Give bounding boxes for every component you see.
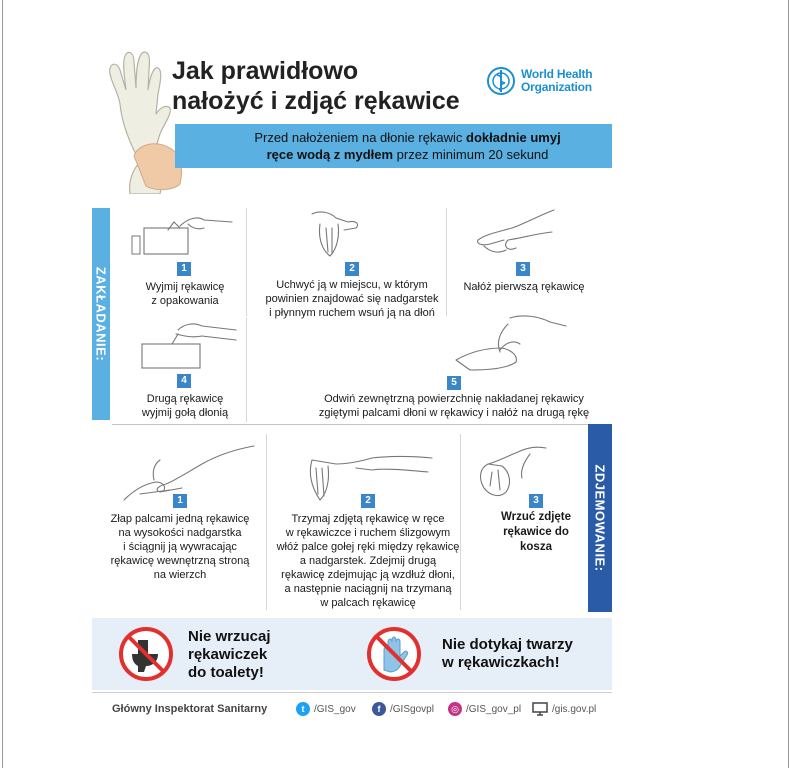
first-glove-illustration xyxy=(468,206,558,260)
window-border-left xyxy=(2,0,3,768)
divider xyxy=(266,434,267,610)
no-toilet-warning: Nie wrzucaj rękawiczek do toalety! xyxy=(188,628,271,681)
who-emblem-icon xyxy=(486,66,516,96)
step-number-badge: 4 xyxy=(177,374,191,388)
second-glove-box-illustration xyxy=(132,314,242,370)
glove-insert-illustration xyxy=(300,204,400,260)
no-toilet-icon xyxy=(118,626,174,682)
page-title xyxy=(172,56,460,116)
footer-org-name: Główny Inspektorat Sanitarny xyxy=(112,703,268,715)
step-number-badge: 3 xyxy=(516,262,530,276)
taking-off-step-3: Wrzuć zdjęte rękawice do kosza xyxy=(500,511,572,553)
cuff-roll-illustration xyxy=(450,312,570,374)
no-touch-face-icon xyxy=(366,626,422,682)
putting-on-step-5: Odwiń zewnętrzną powierzchnię nakładanej rękawicy zgiętymi palcami dłoni w rękawicy i nałóż na drugą rękę xyxy=(318,393,590,419)
who-name-line-2: Organization xyxy=(521,80,592,94)
website-link[interactable]: /gis.gov.pl xyxy=(532,702,596,716)
facebook-link[interactable]: f /GISgovpl xyxy=(372,702,434,716)
taking-off-step-1: Złap palcami jedną rękawicę na wysokości nadgarstka i ściągnij ją wywracając rękawicę wewnętrzną stroną na wierzch xyxy=(110,513,250,581)
footer-divider xyxy=(92,692,612,693)
title-line-2: nałożyć i zdjąć rękawice xyxy=(172,87,460,115)
step-number-badge: 1 xyxy=(173,494,187,508)
twitter-icon: t xyxy=(296,702,310,716)
putting-on-step-1: Wyjmij rękawicę z opakowania xyxy=(145,281,225,307)
step-number-badge: 1 xyxy=(177,262,191,276)
who-name-line-1: World Health xyxy=(521,67,593,81)
putting-on-step-2: Uchwyć ją w miejscu, w którym powinien znajdować się nadgarstek i płynnym ruchem wsuń ją na dłoń xyxy=(265,279,439,319)
instagram-link[interactable]: ◎ /GIS_gov_pl xyxy=(448,702,521,716)
instagram-icon: ◎ xyxy=(448,702,462,716)
monitor-icon xyxy=(532,702,548,716)
glove-removal-illustration xyxy=(118,440,258,502)
gloves-trash-illustration xyxy=(470,438,550,502)
taking-off-label: ZDJEMOWANIE: xyxy=(592,464,608,572)
step-number-badge: 2 xyxy=(345,262,359,276)
title-line-1: Jak prawidłowo xyxy=(172,57,359,85)
twitter-link[interactable]: t /GIS_gov xyxy=(296,702,356,716)
step-number-badge: 3 xyxy=(529,494,543,508)
who-logo xyxy=(486,66,592,96)
section-divider xyxy=(112,424,588,425)
banner-text: Przed nałożeniem na dłonie rękawic dokładnie umyj ręce wodą z mydłem przez minimum 20 sekund xyxy=(254,130,561,162)
step-number-badge: 5 xyxy=(447,376,461,390)
putting-on-label: ZAKŁADANIE: xyxy=(93,266,109,362)
taking-off-step-2: Trzymaj zdjętą rękawicę w ręce w rękawiczce i ruchem ślizgowym włóż palce gołej ręki między rękawicę a nadgarstek. Zdejmij drugą rękawicę zdejmując ją wzdłuż dłoni, a następnie naciągnij na trzymaną w palcach rękawicę xyxy=(276,513,460,609)
glove-box-illustration xyxy=(128,208,238,258)
putting-on-step-3: Nałóż pierwszą rękawicę xyxy=(463,281,585,293)
facebook-icon: f xyxy=(372,702,386,716)
step-number-badge: 2 xyxy=(361,494,375,508)
no-touch-face-warning: Nie dotykaj twarzy w rękawiczkach! xyxy=(442,636,573,671)
putting-on-step-4: Drugą rękawicę wyjmij gołą dłonią xyxy=(141,393,229,419)
